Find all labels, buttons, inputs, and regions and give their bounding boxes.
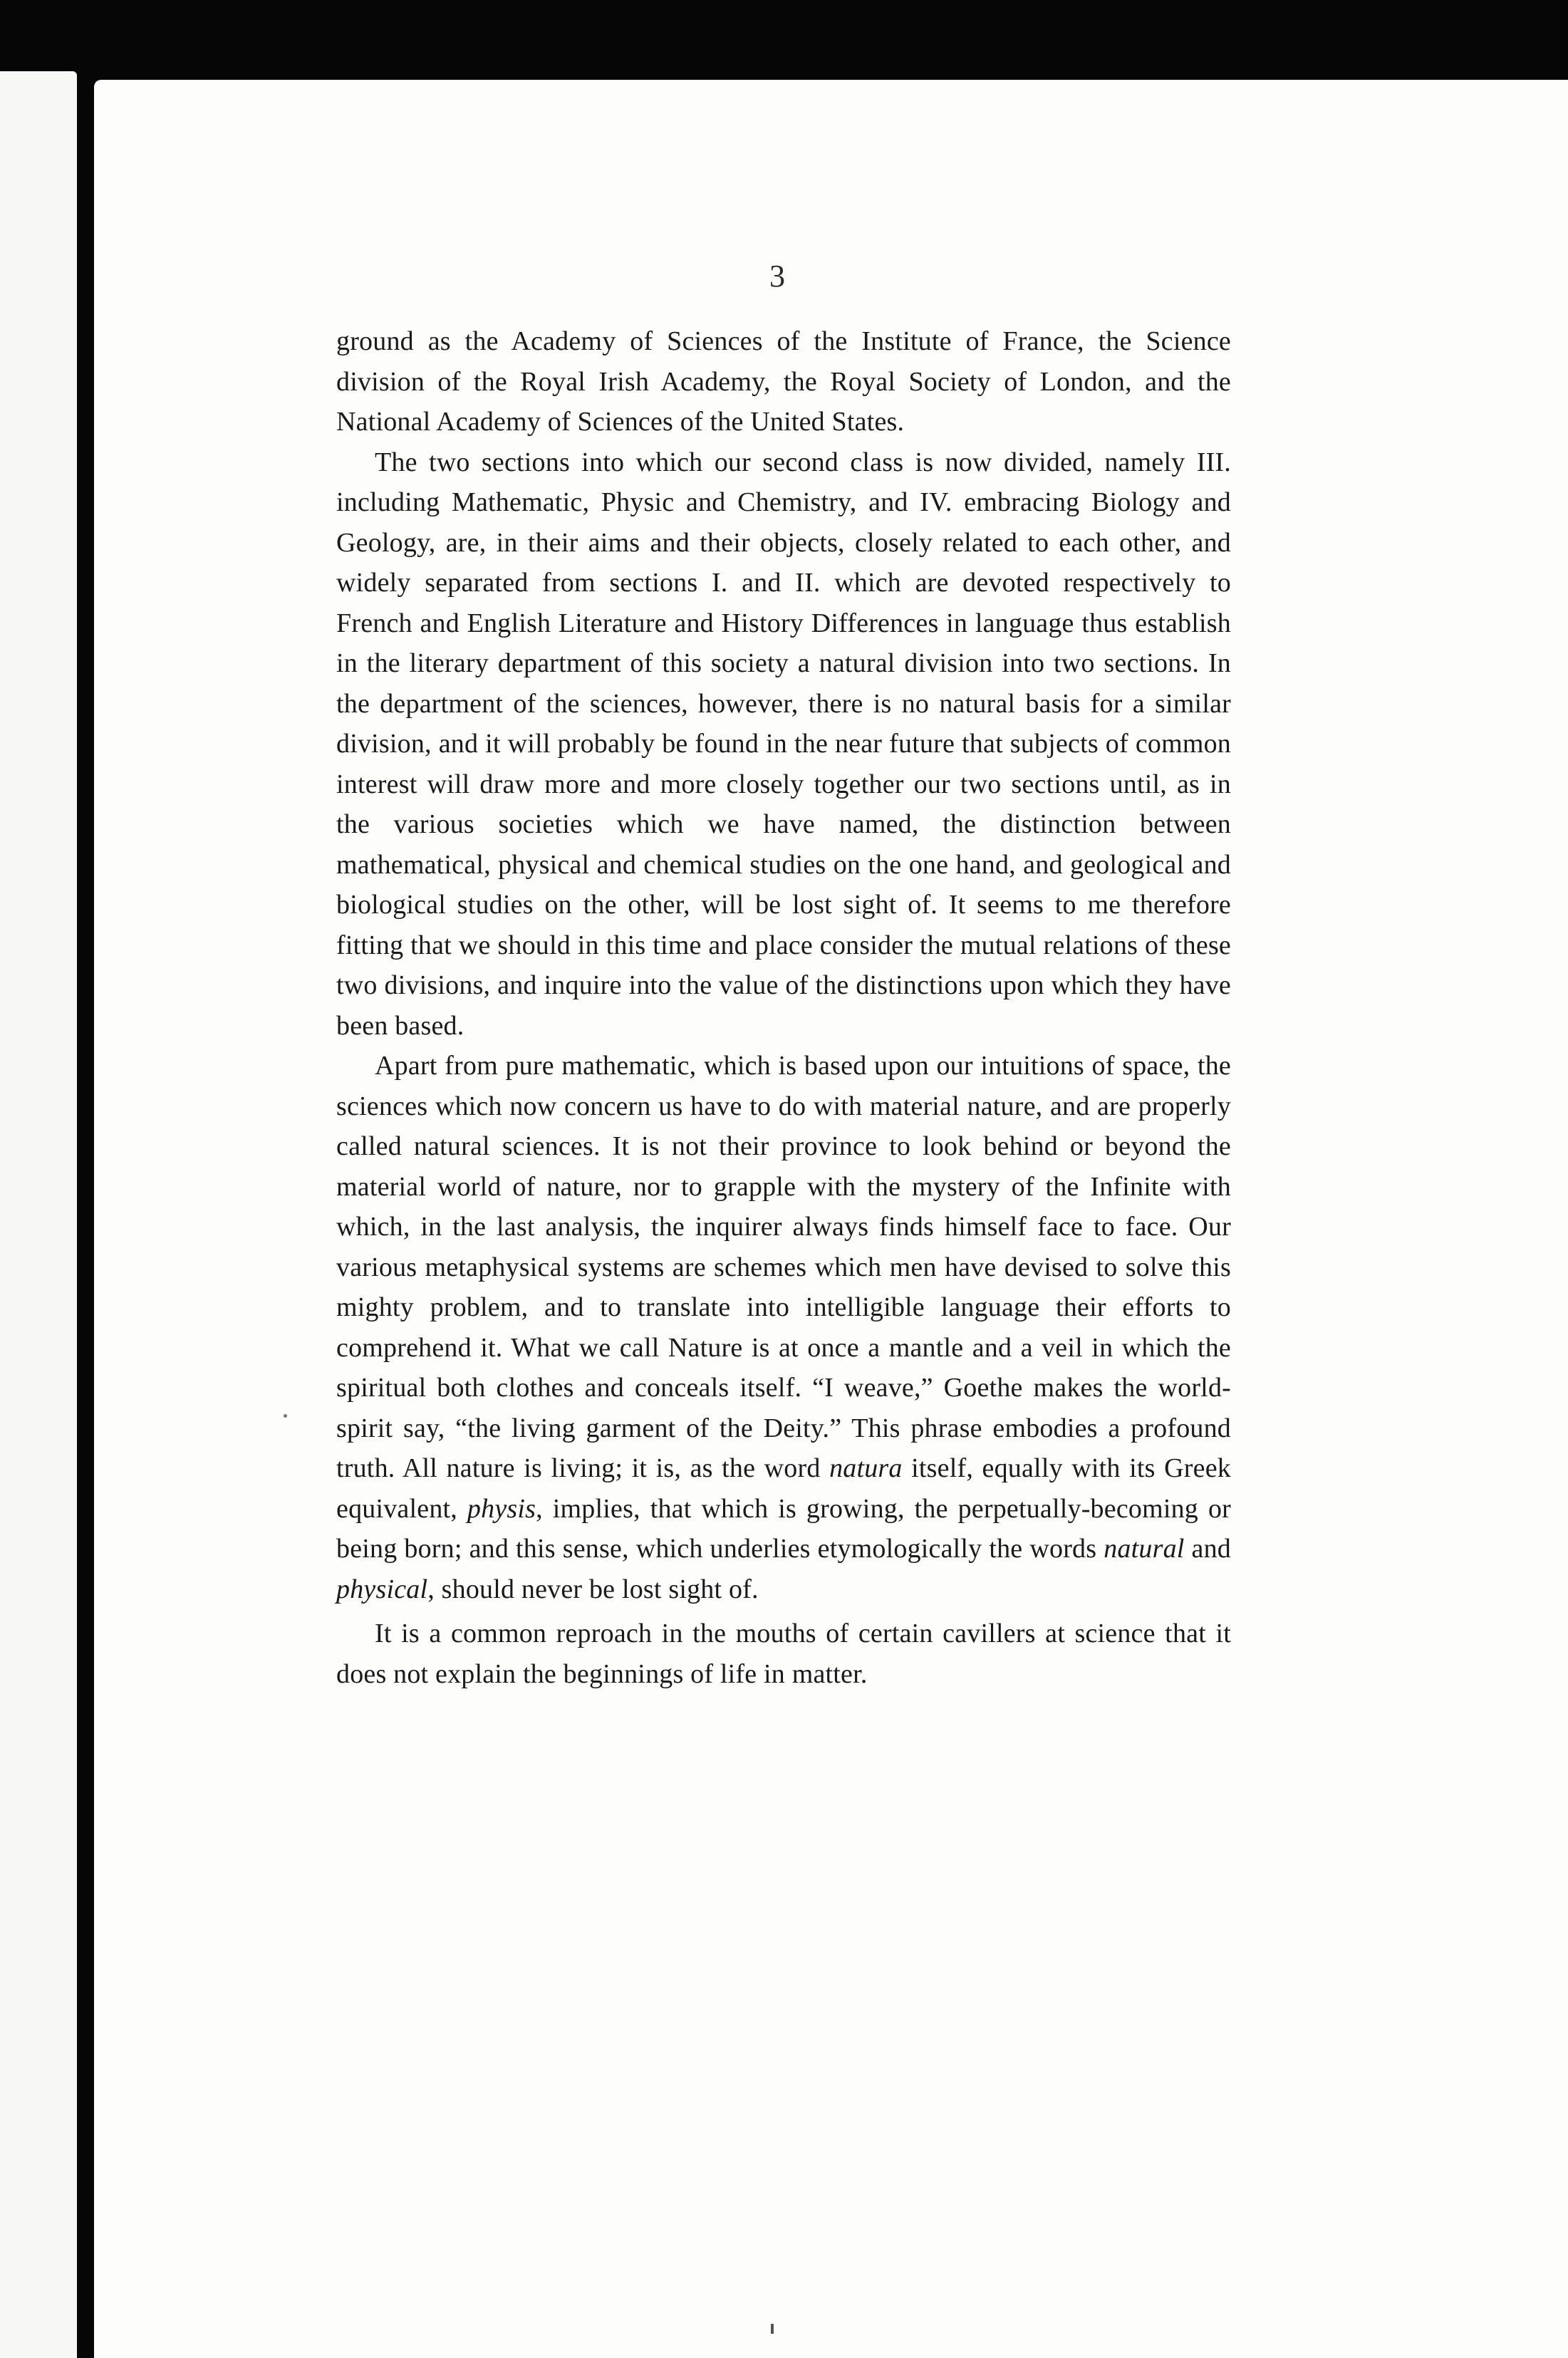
italic-physis: physis: [467, 1493, 536, 1524]
paragraph-3-part-1: Apart from pure mathematic, which is based upon our intuitions of space, the sciences which now concern us have to do with material nature, and are properly called natural sciences. It is not their province to look behind or beyond the material world of nature, nor to grapple with the mystery of the Infinite with which, in the last analysis, the inquirer always finds himself face to face. Our various metaphysical systems are schemes which men have devised to solve this mighty problem, and to translate into intelligible language their efforts to comprehend it. What we call Nature is at once a mantle and a veil in which the spiritual both clothes and conceals itself. “I weave,” Goethe makes the world-spirit say, “the living garment of the Deity.” This phrase embodies a profound truth. All nature is living; it is, as the word: [336, 1051, 1231, 1483]
italic-natura: natura: [829, 1453, 903, 1483]
scan-speck: [771, 2324, 774, 2334]
body-text: [336, 321, 1231, 1694]
paragraph-4: It is a common reproach in the mouths of certain cavillers at science that it does not explain the beginnings of life in matter.: [336, 1619, 1231, 1689]
italic-physical: physical: [336, 1574, 428, 1604]
paragraph-3: [336, 1046, 1231, 1609]
page-number: 3: [769, 259, 785, 294]
paragraph-3-part-3: , implies, that which is growing, the perpetually-becoming or being born; and this sense, which underlies etymologically the words: [336, 1493, 1231, 1564]
previous-page-edge: [0, 71, 77, 2358]
paragraph-3-part-2: itself, equally with its Greek equivalent,: [336, 1453, 1231, 1524]
paragraph-3-part-4: and: [1184, 1534, 1231, 1564]
paragraph-2: The two sections into which our second class is now divided, namely III. including Mathematic, Physic and Chemistry, and IV. embracing Biology and Geology, are, in their aims and their objects, closely related to each other, and widely separated from sections I. and II. which are devoted respectively to French and English Literature and History Differences in language thus establish in the literary department of this society a natural division into two sections. In the department of the sciences, however, there is no natural basis for a similar division, and it will probably be found in the near future that subjects of common interest will draw more and more closely together our two sections until, as in the various societies which we have named, the distinction between mathematical, physical and chemical studies on the one hand, and geological and biological studies on the other, will be lost sight of. It seems to me therefore fitting that we should in this time and place consider the mutual relations of these two divisions, and inquire into the value of the distinctions upon which they have been based.: [336, 447, 1231, 1041]
margin-mark: [284, 1414, 287, 1418]
paragraph-3-part-5: , should never be lost sight of.: [427, 1574, 759, 1604]
paragraph-1: ground as the Academy of Sciences of the Institute of France, the Science division of the Royal Irish Academy, the Royal Society of London, and the National Academy of Sciences of the United States.: [336, 326, 1231, 437]
italic-natural: natural: [1104, 1534, 1185, 1564]
